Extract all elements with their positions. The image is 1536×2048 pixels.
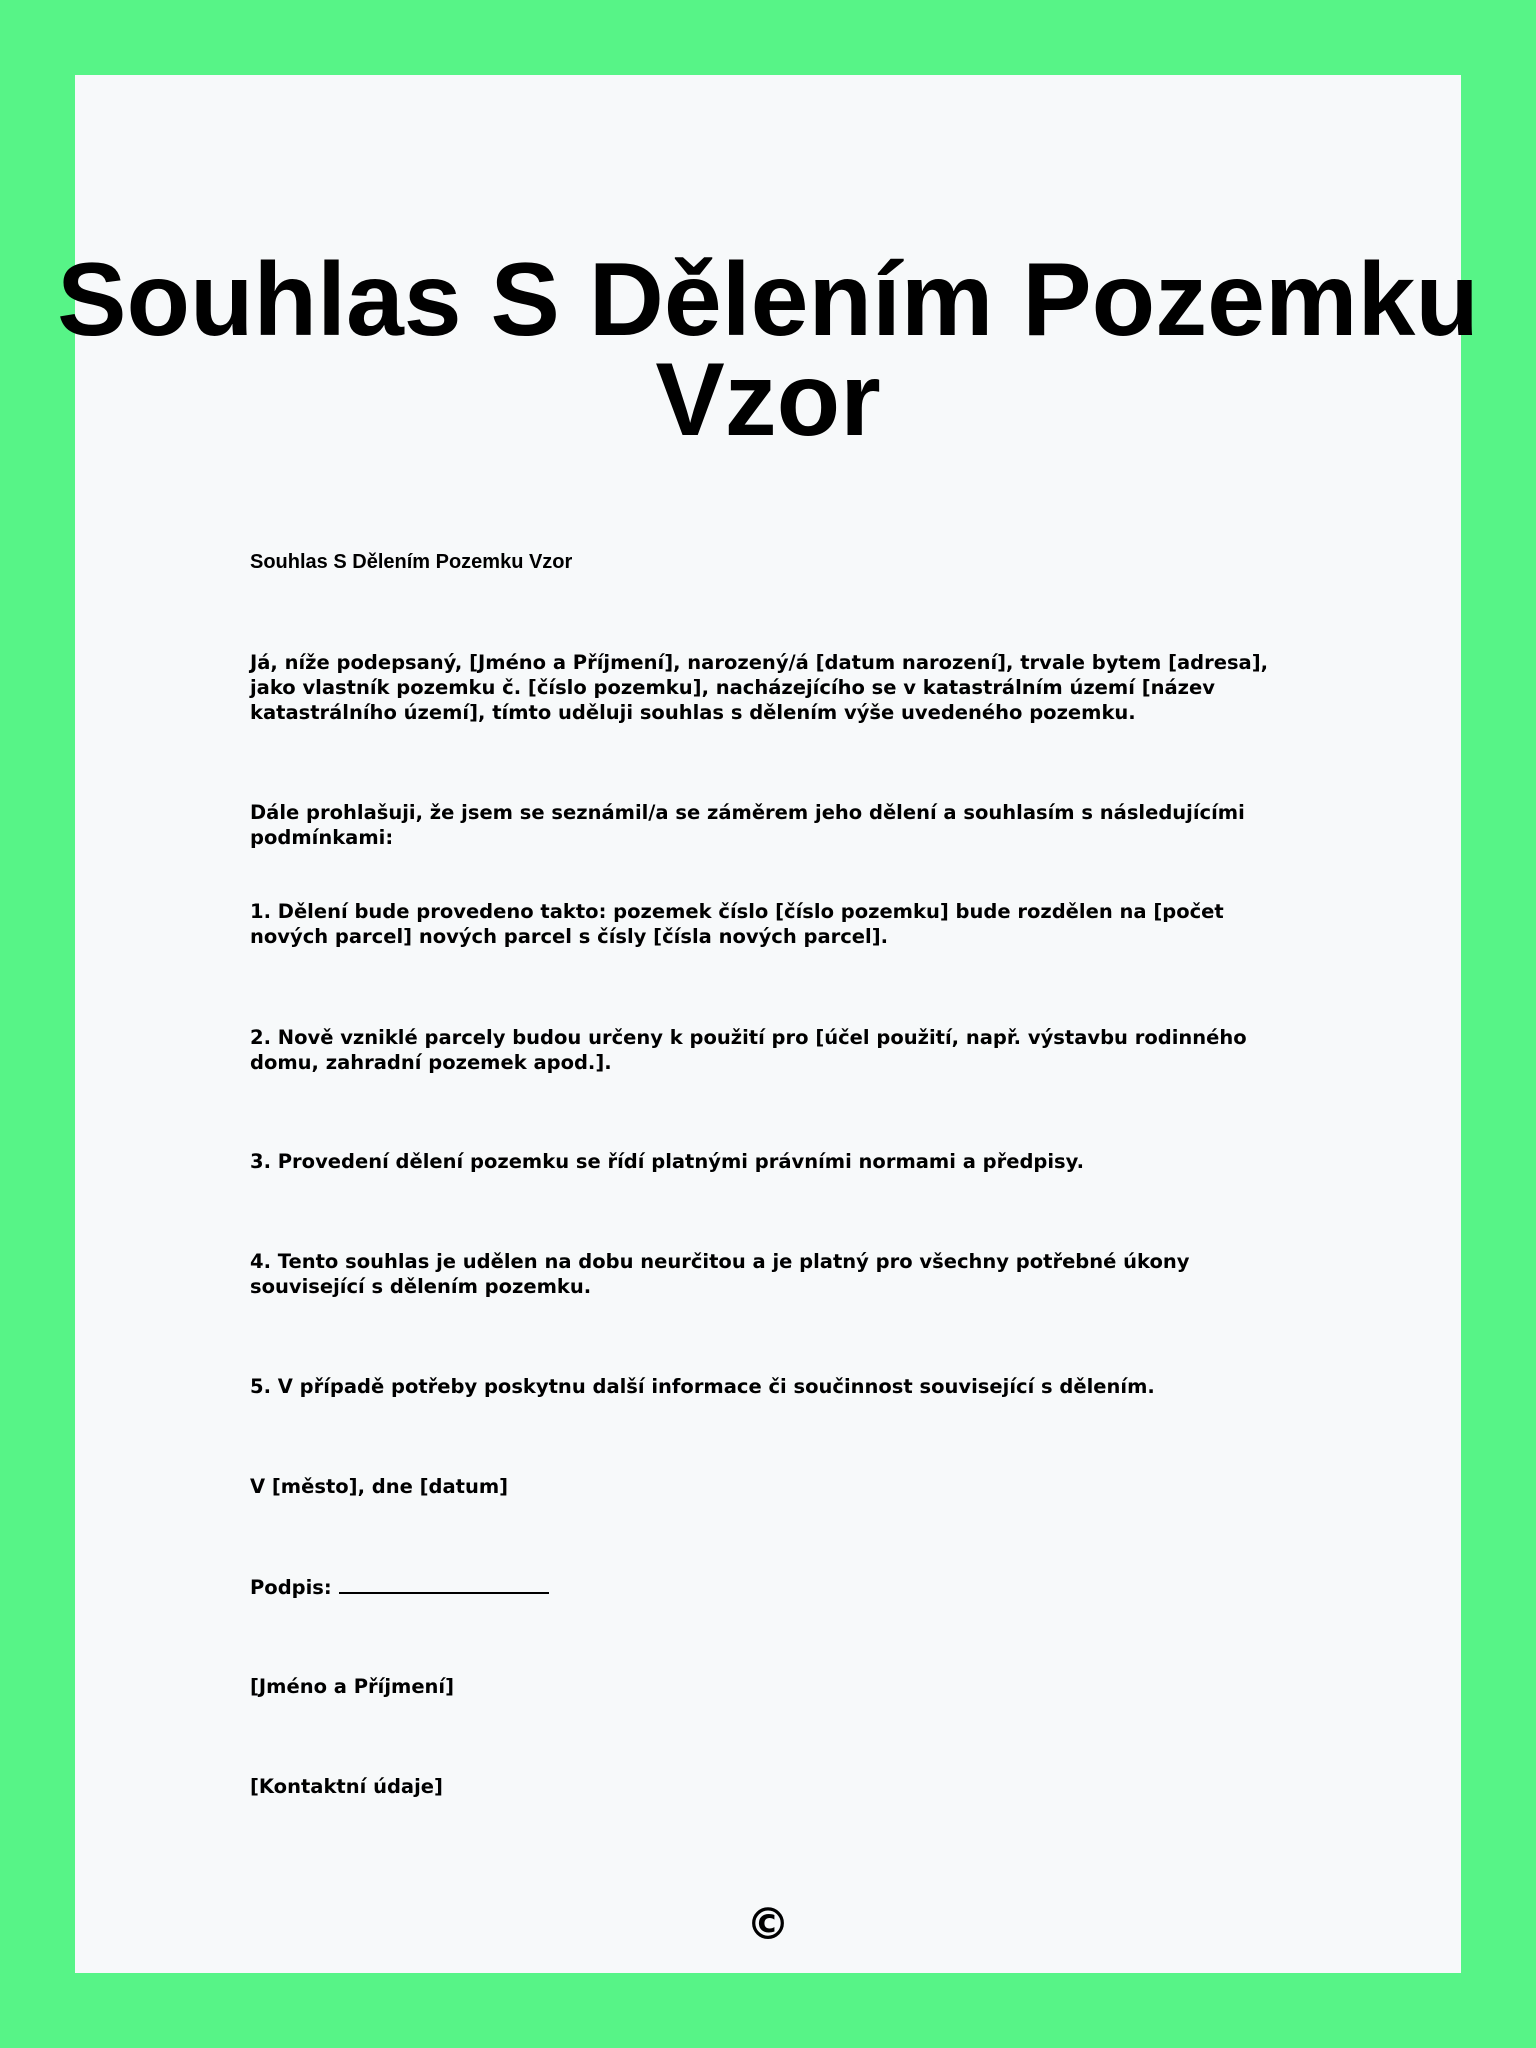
- condition-2: 2. Nově vzniklé parcely budou určeny k použití pro [účel použití, např. výstavbu rodinného domu, zahradní pozemek apod.].: [250, 1026, 1247, 1074]
- intro-paragraph: Já, níže podepsaný, [Jméno a Příjmení], narozený/á [datum narození], trvale bytem [adresa], jako vlastník pozemku č. [číslo pozemku], nacházejícího se v katastrálním území [název katastrálního území], tímto uděluji souhlas s dělením výše uvedeného pozemku.: [250, 651, 1269, 724]
- declaration-paragraph: Dále prohlašuji, že jsem se seznámil/a se záměrem jeho dělení a souhlasím s následujícími podmínkami:: [250, 801, 1245, 849]
- condition-4: 4. Tento souhlas je udělen na dobu neurčitou a je platný pro všechny potřebné úkony související s dělením pozemku.: [250, 1250, 1190, 1298]
- contact-placeholder: [Kontaktní údaje]: [250, 1775, 443, 1798]
- copyright-icon: ©: [746, 1899, 790, 1950]
- signature-line: [250, 1574, 1290, 1600]
- place-date-line: V [město], dne [datum]: [250, 1475, 509, 1498]
- document-title: [0, 242, 1536, 458]
- condition-3: 3. Provedení dělení pozemku se řídí platnými právními normami a předpisy.: [250, 1150, 1084, 1173]
- condition-5: 5. V případě potřeby poskytnu další informace či součinnost související s dělením.: [250, 1375, 1155, 1398]
- title-line-2: Vzor: [655, 342, 881, 458]
- signature-label: Podpis:: [250, 1576, 332, 1599]
- signature-blank: [339, 1574, 549, 1594]
- title-line-1: Souhlas S Dělením Pozemku: [57, 242, 1479, 358]
- condition-1: 1. Dělení bude provedeno takto: pozemek číslo [číslo pozemku] bude rozdělen na [počet nových parcel] nových parcel s čísly [čísla nových parcel].: [250, 900, 1224, 948]
- name-placeholder: [Jméno a Příjmení]: [250, 1675, 455, 1698]
- document-subtitle: Souhlas S Dělením Pozemku Vzor: [250, 551, 573, 573]
